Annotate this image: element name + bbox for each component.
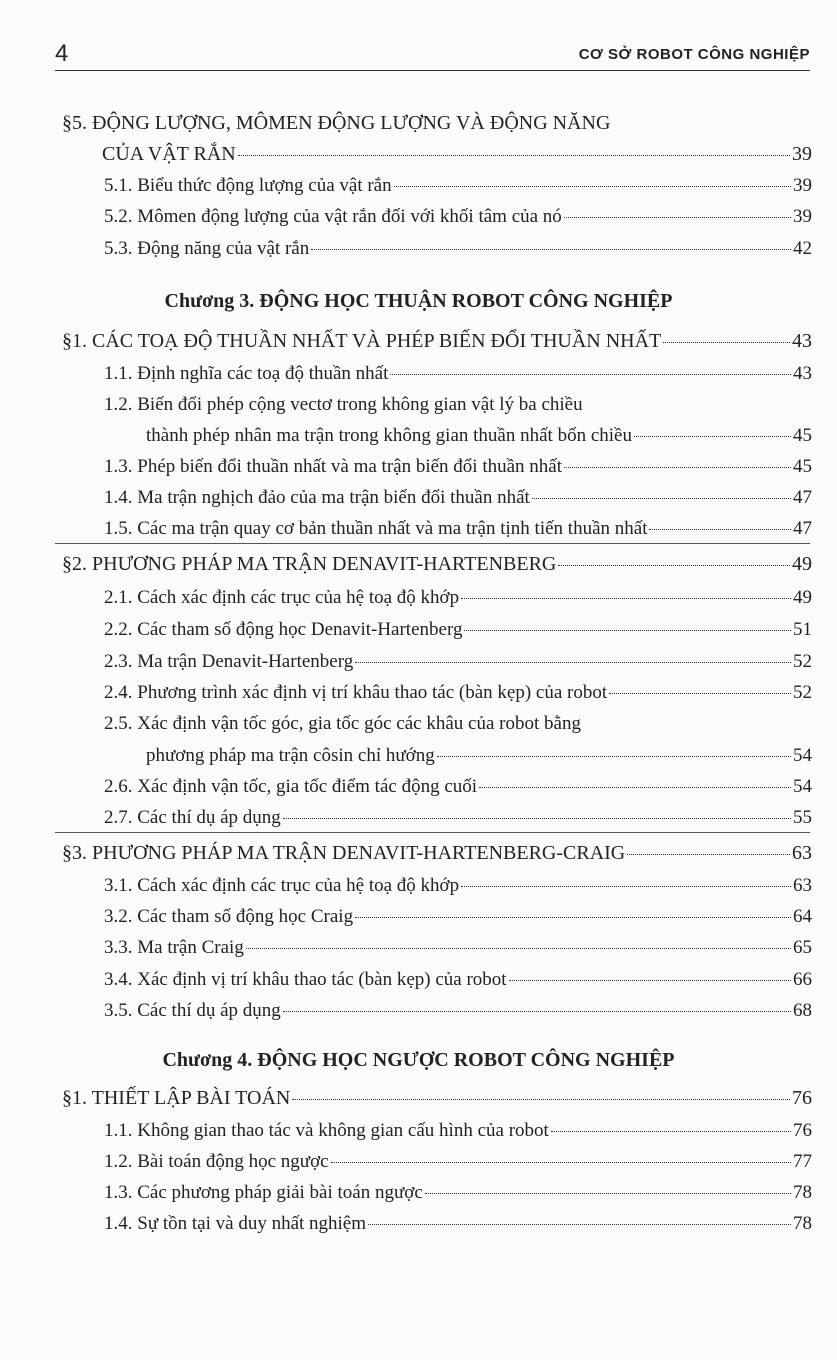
- toc-entry: 2.4. Phương trình xác định vị trí khâu thao tác (bàn kẹp) của robot 52: [104, 682, 812, 703]
- page-header: [55, 40, 810, 70]
- toc-entry: 1.4. Sự tồn tại và duy nhất nghiệm 78: [104, 1213, 812, 1234]
- toc-entry-line1: 1.2. Biến đổi phép cộng vectơ trong không gian vật lý ba chiều: [104, 394, 583, 415]
- toc-entry: 3.5. Các thí dụ áp dụng 68: [104, 1000, 812, 1021]
- chapter-heading: Chương 3. ĐỘNG HỌC THUẬN ROBOT CÔNG NGHIỆP: [164, 290, 673, 312]
- toc-entry: CỦA VẬT RẮN 39: [102, 143, 812, 165]
- section-rule: [55, 832, 810, 833]
- toc-entry: 5.3. Động năng của vật rắn 42: [104, 238, 812, 259]
- toc-entry-line1: 2.5. Xác định vận tốc góc, gia tốc góc các khâu của robot bằng: [104, 713, 581, 734]
- toc-entry: 1.1. Định nghĩa các toạ độ thuần nhất 43: [104, 363, 812, 384]
- toc-entry: 1.3. Các phương pháp giải bài toán ngược 78: [104, 1182, 812, 1203]
- toc-entry: 2.3. Ma trận Denavit-Hartenberg 52: [104, 651, 812, 672]
- toc-entry: 1.5. Các ma trận quay cơ bản thuần nhất và ma trận tịnh tiến thuần nhất 47: [104, 518, 812, 539]
- toc-entry: 2.7. Các thí dụ áp dụng 55: [104, 807, 812, 828]
- toc-entry: 3.1. Cách xác định các trục của hệ toạ độ khớp 63: [104, 875, 812, 896]
- toc-entry: 3.3. Ma trận Craig 65: [104, 937, 812, 958]
- toc-entry: phương pháp ma trận côsin chỉ hướng 54: [146, 745, 812, 766]
- toc-entry: 1.1. Không gian thao tác và không gian cấu hình của robot 76: [104, 1120, 812, 1141]
- toc-section: §3. PHƯƠNG PHÁP MA TRẬN DENAVIT-HARTENBERG-CRAIG 63: [62, 842, 812, 864]
- toc-entry: 2.6. Xác định vận tốc, gia tốc điểm tác động cuối 54: [104, 776, 812, 797]
- toc-entry: 1.3. Phép biến đổi thuần nhất và ma trận biến đổi thuần nhất 45: [104, 456, 812, 477]
- toc-section: §1. CÁC TOẠ ĐỘ THUẦN NHẤT VÀ PHÉP BIẾN ĐỔI THUẦN NHẤT 43: [62, 330, 812, 352]
- toc-entry: 3.4. Xác định vị trí khâu thao tác (bàn kẹp) của robot 66: [104, 969, 812, 990]
- toc-entry: 3.2. Các tham số động học Craig 64: [104, 906, 812, 927]
- toc-section-title: §5. ĐỘNG LƯỢNG, MÔMEN ĐỘNG LƯỢNG VÀ ĐỘNG NĂNG: [62, 112, 611, 134]
- toc-entry: 2.2. Các tham số động học Denavit-Hartenberg 51: [104, 619, 812, 640]
- chapter-heading: Chương 4. ĐỘNG HỌC NGƯỢC ROBOT CÔNG NGHIỆP: [162, 1049, 675, 1071]
- toc-entry: 5.2. Mômen động lượng của vật rắn đối với khối tâm của nó 39: [104, 206, 812, 227]
- section-rule: [55, 543, 810, 544]
- toc-section: §1. THIẾT LẬP BÀI TOÁN 76: [62, 1087, 812, 1109]
- toc-entry: 1.4. Ma trận nghịch đảo của ma trận biến đổi thuần nhất 47: [104, 487, 812, 508]
- toc-section: §2. PHƯƠNG PHÁP MA TRẬN DENAVIT-HARTENBERG 49: [62, 553, 812, 575]
- page-number: 4: [55, 40, 69, 67]
- toc-entry: 5.1. Biểu thức động lượng của vật rắn 39: [104, 175, 812, 196]
- header-rule: [55, 70, 810, 71]
- toc-entry: 1.2. Bài toán động học ngược 77: [104, 1151, 812, 1172]
- running-title: CƠ SỞ ROBOT CÔNG NGHIỆP: [578, 46, 810, 63]
- toc-entry: 2.1. Cách xác định các trục của hệ toạ độ khớp 49: [104, 587, 812, 608]
- toc-entry: thành phép nhân ma trận trong không gian thuần nhất bốn chiều 45: [146, 425, 812, 446]
